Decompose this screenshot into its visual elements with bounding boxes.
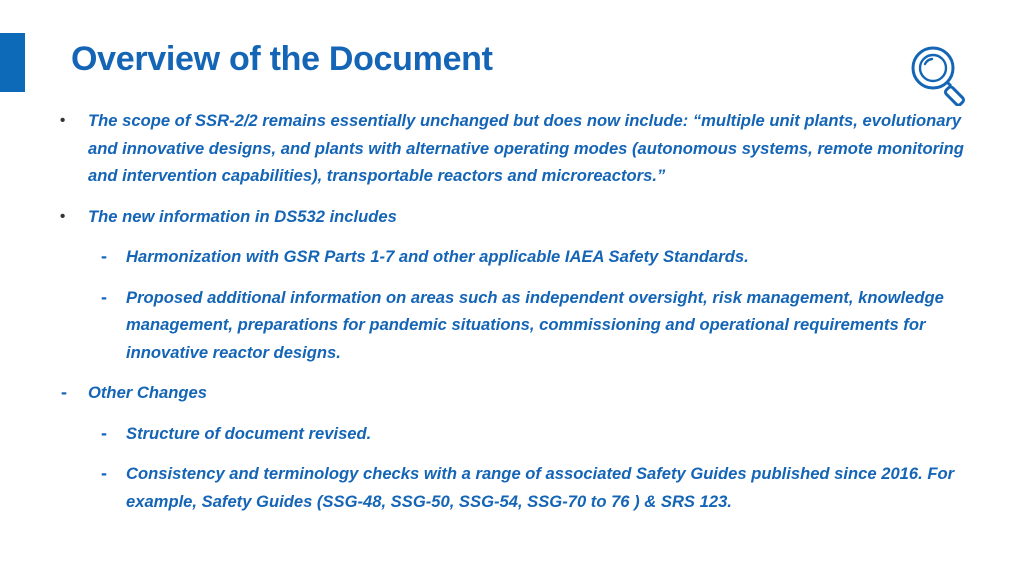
list-item-text: The scope of SSR-2/2 remains essentially unchanged but does now include: “multiple unit plants, evolutionary and innovative designs, and plants with alternative operating modes (autonomous systems, remote monitoring and intervention capabilities), transportable reactors and microreactors.” xyxy=(88,111,964,185)
list-item-text: The new information in DS532 includes xyxy=(88,206,397,226)
bullet-list xyxy=(0,107,1024,515)
list-item xyxy=(101,420,992,448)
list-item xyxy=(101,243,992,271)
dash-marker: - xyxy=(101,422,107,443)
list-item-text: Consistency and terminology checks with a range of associated Safety Guides published since 2016. For example, Safety Guides (SSG-48, SSG-50, SSG-54, SSG-70 to 76 ) & SRS 123. xyxy=(126,464,955,511)
bullet-marker: • xyxy=(60,112,66,129)
dash-marker: - xyxy=(101,463,107,483)
list-item-text: Harmonization with GSR Parts 1-7 and other applicable IAEA Safety Standards. xyxy=(126,247,749,266)
dash-marker: - xyxy=(101,246,107,266)
list-item xyxy=(61,379,988,407)
title-accent-bar xyxy=(0,33,25,92)
list-item-text: Other Changes xyxy=(88,383,207,402)
list-item-text: Structure of document revised. xyxy=(126,423,372,443)
list-item xyxy=(101,284,992,367)
dash-marker: - xyxy=(101,286,107,307)
page-title: Overview of the Document xyxy=(71,40,493,78)
list-item xyxy=(60,107,988,190)
magnifier-icon xyxy=(906,42,972,106)
dash-marker: - xyxy=(61,382,67,402)
bullet-marker: • xyxy=(60,207,66,225)
list-item-text: Proposed additional information on areas such as independent oversight, risk management, knowledge management, preparations for pandemic situations, commissioning and operational requirements for innovative reactor designs. xyxy=(126,287,944,362)
list-item xyxy=(60,203,988,231)
list-item xyxy=(101,460,992,515)
